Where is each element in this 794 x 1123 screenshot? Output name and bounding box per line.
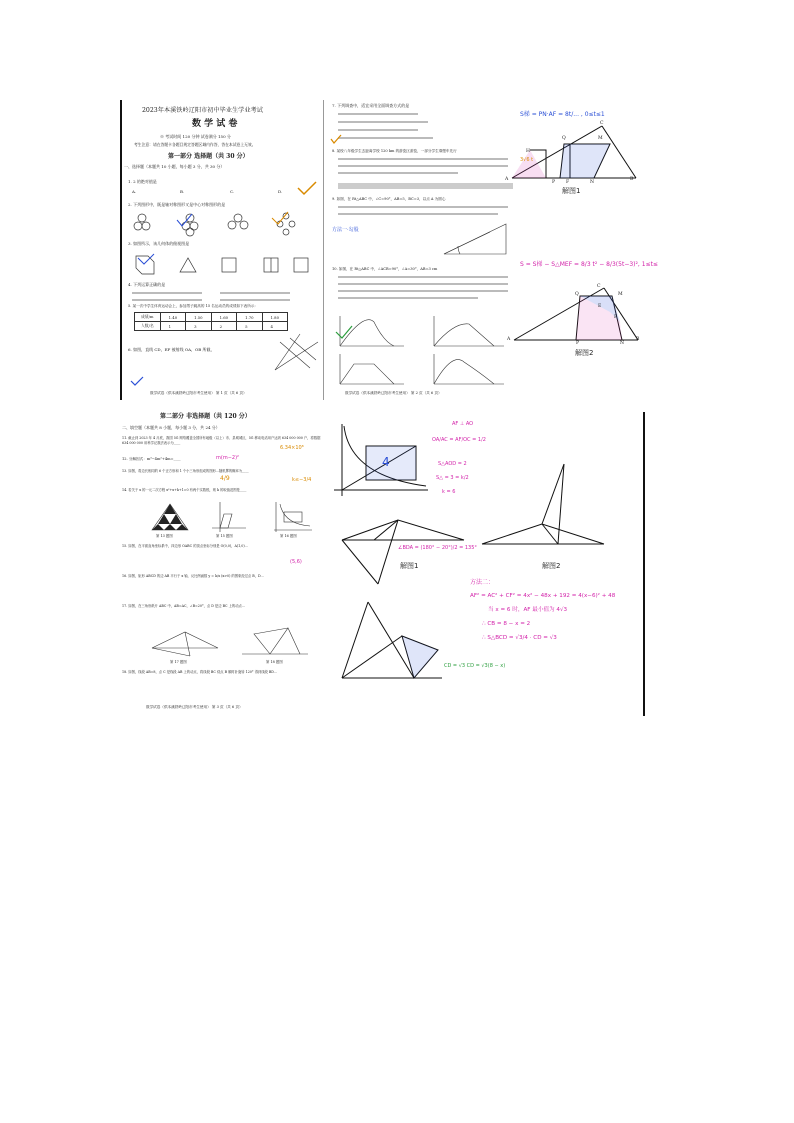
sheet-divider [323, 100, 324, 400]
q16-figure [270, 500, 314, 534]
q11-answer: 6.34×10⁸ [280, 445, 304, 451]
q9-figure [440, 220, 510, 256]
note-s-bdo: ∴ S△BCD = √3/4 · CD = √3 [482, 635, 557, 641]
q2-figures [132, 210, 312, 238]
q10-line-1 [338, 276, 508, 278]
q6-text: 6. 如图，直线 CD，EF 被射线 OA，OB 所截， [128, 347, 215, 352]
q8-fractions [338, 183, 513, 189]
note-cd: CD = √3 CD = √3(8 − x) [444, 663, 506, 669]
q7-check-mark [330, 134, 342, 144]
q1-choice-d: D. [278, 189, 283, 194]
sheet-left-border [120, 100, 122, 400]
q4-text: 4. 下列运算正确的是 [128, 282, 166, 287]
exam-sheet-top [120, 100, 515, 400]
note-ratio: OA/AC = AF/OC = 1/2 [432, 437, 486, 443]
sol2-point-e: E [598, 304, 602, 309]
q1-check-mark [296, 180, 318, 196]
sol1-point-c: C [600, 121, 604, 126]
q8-text: 8. 某校八年级学生去距离学校 120 km 的游览区游览，一部分学生乘慢车先行 [332, 149, 457, 153]
note-s-aod: S△AOD = 2 [438, 461, 467, 467]
q5-text: 5. 某一次中学生体育运动会上，参加男子跳高的 15 名运动员的成绩如下表所示： [128, 304, 259, 308]
sheet-right-border [643, 412, 645, 716]
q1-choice-b: B. [180, 189, 185, 194]
q11-text: 11. 截止到 2023 年 4 月底，我国 5G 网络覆盖全国所有地级（以上）市、县城城区，5G 移动电话用户达到 634 000 000 户，将数据 634 000 000 用科学记数法表示为____ [122, 436, 321, 445]
q1-choice-c: C. [230, 189, 235, 194]
q17-figure [150, 628, 220, 658]
q4-line-4 [220, 299, 290, 301]
q10-line-4 [338, 297, 478, 299]
q2-text: 2. 下列图形中，既是轴对称图形又是中心对称图形的是 [128, 202, 226, 207]
solution2-formula: S = S梯 − S△MEF = 8/3 t² − 8/3(5t−3)², 1≤t≤ [520, 261, 658, 268]
part2-heading: 第二部分 非选择题（共 120 分） [160, 413, 251, 420]
note-s-eq: S△ = 3 = k/2 [436, 475, 469, 481]
sol1-point-p: P [552, 180, 556, 185]
q18-text: 18. 如图，线段 AB=8，点 C 是线段 AB 上的动点，将线段 BC 绕点 B 顺时针旋转 120° 得到线段 BD... [122, 670, 277, 674]
q15-answer: (5,6) [290, 559, 302, 565]
q15-text: 15. 如图，在平面直角坐标系中，四边形 OABC 的顶点坐标分别是 O(0,0)，A(1,0)... [122, 544, 248, 548]
q6-check-mark [130, 376, 144, 386]
q1-choice-a: A. [132, 189, 137, 194]
q17-text: 17. 如图，在三角形纸片 ABC 中，AB=AC，∠B=20°，点 D 是边 BC 上的动点... [122, 604, 245, 608]
q3-text: 3. 如图所示，该几何体的俯视图是 [128, 241, 190, 246]
note-k: k = 6 [442, 489, 456, 495]
table-cell: 4 [262, 322, 287, 331]
q15-fig-label: 第 15 题图 [216, 534, 233, 538]
q10-line-2 [338, 283, 508, 285]
exam-info: ※ 考试时间 120 分钟 试卷满分 150 分 [160, 134, 231, 139]
q5-table [134, 312, 288, 331]
exam-subject: 数 学 试 卷 [192, 119, 238, 129]
q7-text: 7. 下列调查中，适宜采用全面调查方式的是 [332, 103, 410, 108]
q8-line-1 [338, 158, 508, 160]
note-cb: ∴ CB = 8 − x = 2 [482, 621, 531, 627]
solution1-label: 解图1 [562, 187, 581, 195]
footer-page1: 数学试卷（供本溪铁岭辽阳市考生使用） 第 1 页（共 6 页） [150, 391, 247, 395]
q10-graphs [334, 312, 512, 388]
table-cell: 3 [186, 322, 211, 331]
sol1-point-q: Q [562, 136, 566, 141]
q9-text: 9. 如图，在 Rt△ABC 中，∠C=90°，AB=5，BC=3，以点 A 为圆心 [332, 197, 446, 201]
q7-line-4 [338, 137, 433, 139]
q16-solution-figure [330, 420, 430, 500]
q16-text: 16. 如图，矩形 ABCD 的边 AB 平行于 x 轴，反比例函数 y = k/x (x>0) 的图象经过点 B，D... [122, 574, 264, 578]
q18-solution-figure [338, 598, 448, 690]
sol2-point-f: F [614, 315, 618, 320]
sol1-point-f: F [566, 180, 570, 185]
q14-text: 14. 若关于 x 的一元二次方程 x²+x+k+1=0 有两个实数根，则 k 的取值范围是____ [122, 488, 247, 492]
q18-fig-label: 第 18 题图 [266, 660, 283, 664]
exam-title: 2023年本溪铁岭辽阳市初中毕业生学业考试 [142, 107, 263, 114]
sol1-point-n: N [590, 180, 595, 185]
table-cell: 1 [160, 322, 185, 331]
q16-fig-label: 第 16 题图 [280, 534, 297, 538]
table-cell: 人数/名 [135, 322, 161, 331]
solution2-label: 解图2 [575, 349, 594, 357]
q17-solution-figure-2 [478, 458, 608, 554]
exam-note: 考生注意：请在答题卡各题目规定答题区域内作答，答在本试卷上无效。 [134, 142, 256, 147]
note-af-min: 当 x = 6 时，AF 最小值为 4√3 [488, 607, 568, 613]
q8-line-3 [338, 172, 458, 174]
q7-line-1 [338, 113, 418, 115]
q3-figures [134, 250, 314, 280]
table-cell: 1.50 [186, 313, 211, 322]
sol1-point-b: B [630, 177, 634, 182]
note-angle: ∠BDA = (180° − 20°)/2 = 135° [398, 545, 477, 551]
table-cell: 1.80 [262, 313, 287, 322]
sol-fig2-label: 解图2 [542, 562, 561, 570]
sol2-point-b: B [636, 337, 640, 342]
sol2-point-m: M [618, 292, 623, 297]
q13-answer: 4/9 [220, 475, 230, 482]
table-cell: 成绩/m [135, 313, 161, 322]
q14-answer: k≤−3/4 [292, 477, 312, 483]
q13-figure [150, 502, 190, 532]
table-cell: 1.60 [211, 313, 236, 322]
q15-figure [208, 500, 248, 534]
sol1-point-a: A [505, 177, 509, 182]
sol2-point-c: C [597, 284, 601, 289]
q1-text: 1. 2 的绝对值是 [128, 179, 157, 184]
sol2-point-n: N [620, 341, 625, 346]
table-cell: 1.40 [160, 313, 185, 322]
q17-fig-label: 第 17 题图 [170, 660, 187, 664]
method2-title: 方法二： [470, 579, 495, 586]
table-cell: 1.70 [237, 313, 262, 322]
note-af-eq: AF² = AC² + CF² = 4x² − 48x + 192 = 4(x−6)² + 48 [470, 593, 616, 599]
q1-section: 一、选择题（本题共 10 小题，每小题 3 分，共 30 分） [124, 164, 225, 169]
q13-fig-label: 第 13 题图 [156, 534, 173, 538]
q4-line-2 [220, 292, 290, 294]
sol1-note: 3√6 t [520, 157, 534, 163]
svg-text:4: 4 [382, 455, 390, 469]
fill-section: 二、填空题（本题共 8 小题，每小题 3 分，共 24 分） [122, 425, 220, 430]
q9-handwritten-note: 方法一·勾股 [332, 227, 359, 233]
q10-text: 10. 如图，在 Rt△ABC 中，∠ACB=90°，∠A=30°，AB=3 cm [332, 267, 438, 271]
q18-figure [240, 624, 310, 660]
sol2-point-q: Q [575, 292, 579, 297]
q12-answer: m(m−2)² [216, 455, 240, 461]
q9-line-2 [338, 213, 498, 215]
sol1-point-h: H [526, 149, 531, 154]
q4-line-1 [132, 292, 202, 294]
q10-line-3 [338, 290, 508, 292]
q8-line-2 [338, 165, 508, 167]
table-cell: 2 [211, 322, 236, 331]
sol2-point-p: P [576, 341, 580, 346]
q9-line-1 [338, 206, 508, 208]
q4-line-3 [132, 299, 202, 301]
sol1-point-m: M [598, 136, 603, 141]
q6-figure [270, 332, 320, 372]
q7-line-3 [338, 129, 418, 131]
footer-page2: 数学试卷（供本溪铁岭辽阳市考生使用） 第 2 页（共 6 页） [345, 391, 442, 395]
part1-heading: 第一部分 选择题（共 30 分） [168, 153, 249, 160]
sol2-point-a: A [507, 337, 511, 342]
solution1-formula: S梯 = PN·AF = 8t/... , 0≤t≤1 [520, 111, 605, 118]
exam-sheet-bottom [120, 410, 325, 716]
q13-text: 13. 如图，将边长相同的 6 个正方形和 1 个小三角形组成的图形...随机掷的概率为____ [122, 469, 249, 473]
note-af-perp: AF ⊥ AO [452, 421, 474, 427]
q12-text: 12. 分解因式：m³−4m²+4m=____ [122, 457, 181, 461]
footer-page3: 数学试卷（供本溪铁岭辽阳市考生使用） 第 3 页（共 6 页） [146, 705, 243, 709]
sol-fig1-label: 解图1 [400, 562, 419, 570]
table-cell: 5 [237, 322, 262, 331]
q7-line-2 [338, 121, 428, 123]
